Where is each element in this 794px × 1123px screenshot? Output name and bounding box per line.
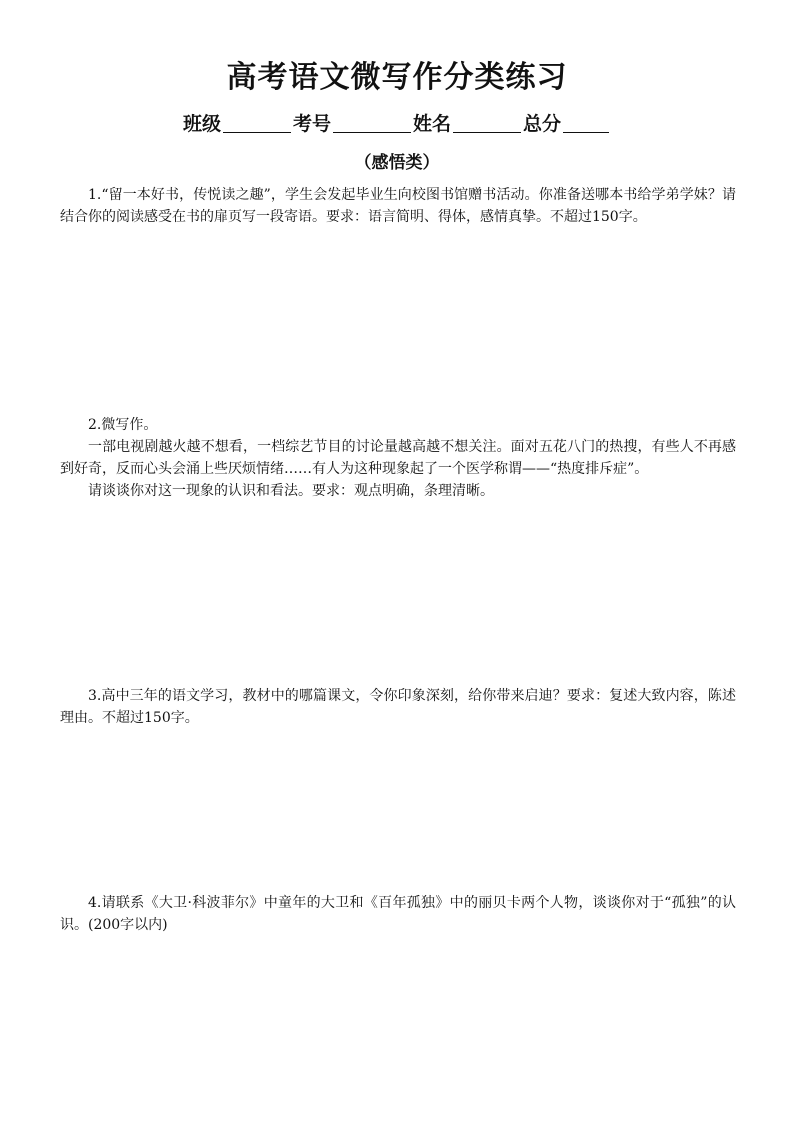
name-blank[interactable] (453, 112, 521, 133)
question-3 (60, 685, 736, 729)
category-heading: （感悟类） (354, 153, 440, 173)
score-label: 总分 (523, 113, 562, 135)
number-label: 考号 (292, 113, 331, 135)
question-2-material: 一部电视剧越火越不想看，一档综艺节目的讨论量越高越不想关注。面对五花八门的热搜，有些人不再感到好奇，反而心头会涌上些厌烦情绪……有人为这种现象起了一个医学称谓——“热度排斥症”。 (60, 439, 736, 477)
class-blank[interactable] (223, 112, 291, 133)
question-1-text: 1.“留一本好书，传悦读之趣”，学生会发起毕业生向校图书馆赠书活动。你准备送哪本书给学弟学妹？请结合你的阅读感受在书的扉页写一段寄语。要求：语言简明、得体，感情真挚。不超过150字。 (60, 187, 736, 225)
question-2 (60, 414, 736, 502)
question-4 (60, 892, 736, 936)
number-blank[interactable] (333, 112, 411, 133)
question-3-text: 3.高中三年的语文学习，教材中的哪篇课文，令你印象深刻，给你带来启迪？要求：复述大致内容，陈述理由。不超过150字。 (60, 688, 736, 726)
student-info-line (0, 111, 794, 137)
page-title: 高考语文微写作分类练习 (226, 60, 568, 95)
question-2-requirement: 请谈谈你对这一现象的认识和看法。要求：观点明确，条理清晰。 (88, 483, 494, 499)
question-4-text: 4.请联系《大卫·科波菲尔》中童年的大卫和《百年孤独》中的丽贝卡两个人物，谈谈你对于“孤独”的认识。(200字以内) (60, 895, 736, 933)
class-label: 班级 (182, 113, 221, 135)
score-blank[interactable] (563, 112, 609, 133)
question-2-heading: 2.微写作。 (88, 417, 158, 433)
name-label: 姓名 (413, 113, 452, 135)
question-1 (60, 184, 736, 228)
